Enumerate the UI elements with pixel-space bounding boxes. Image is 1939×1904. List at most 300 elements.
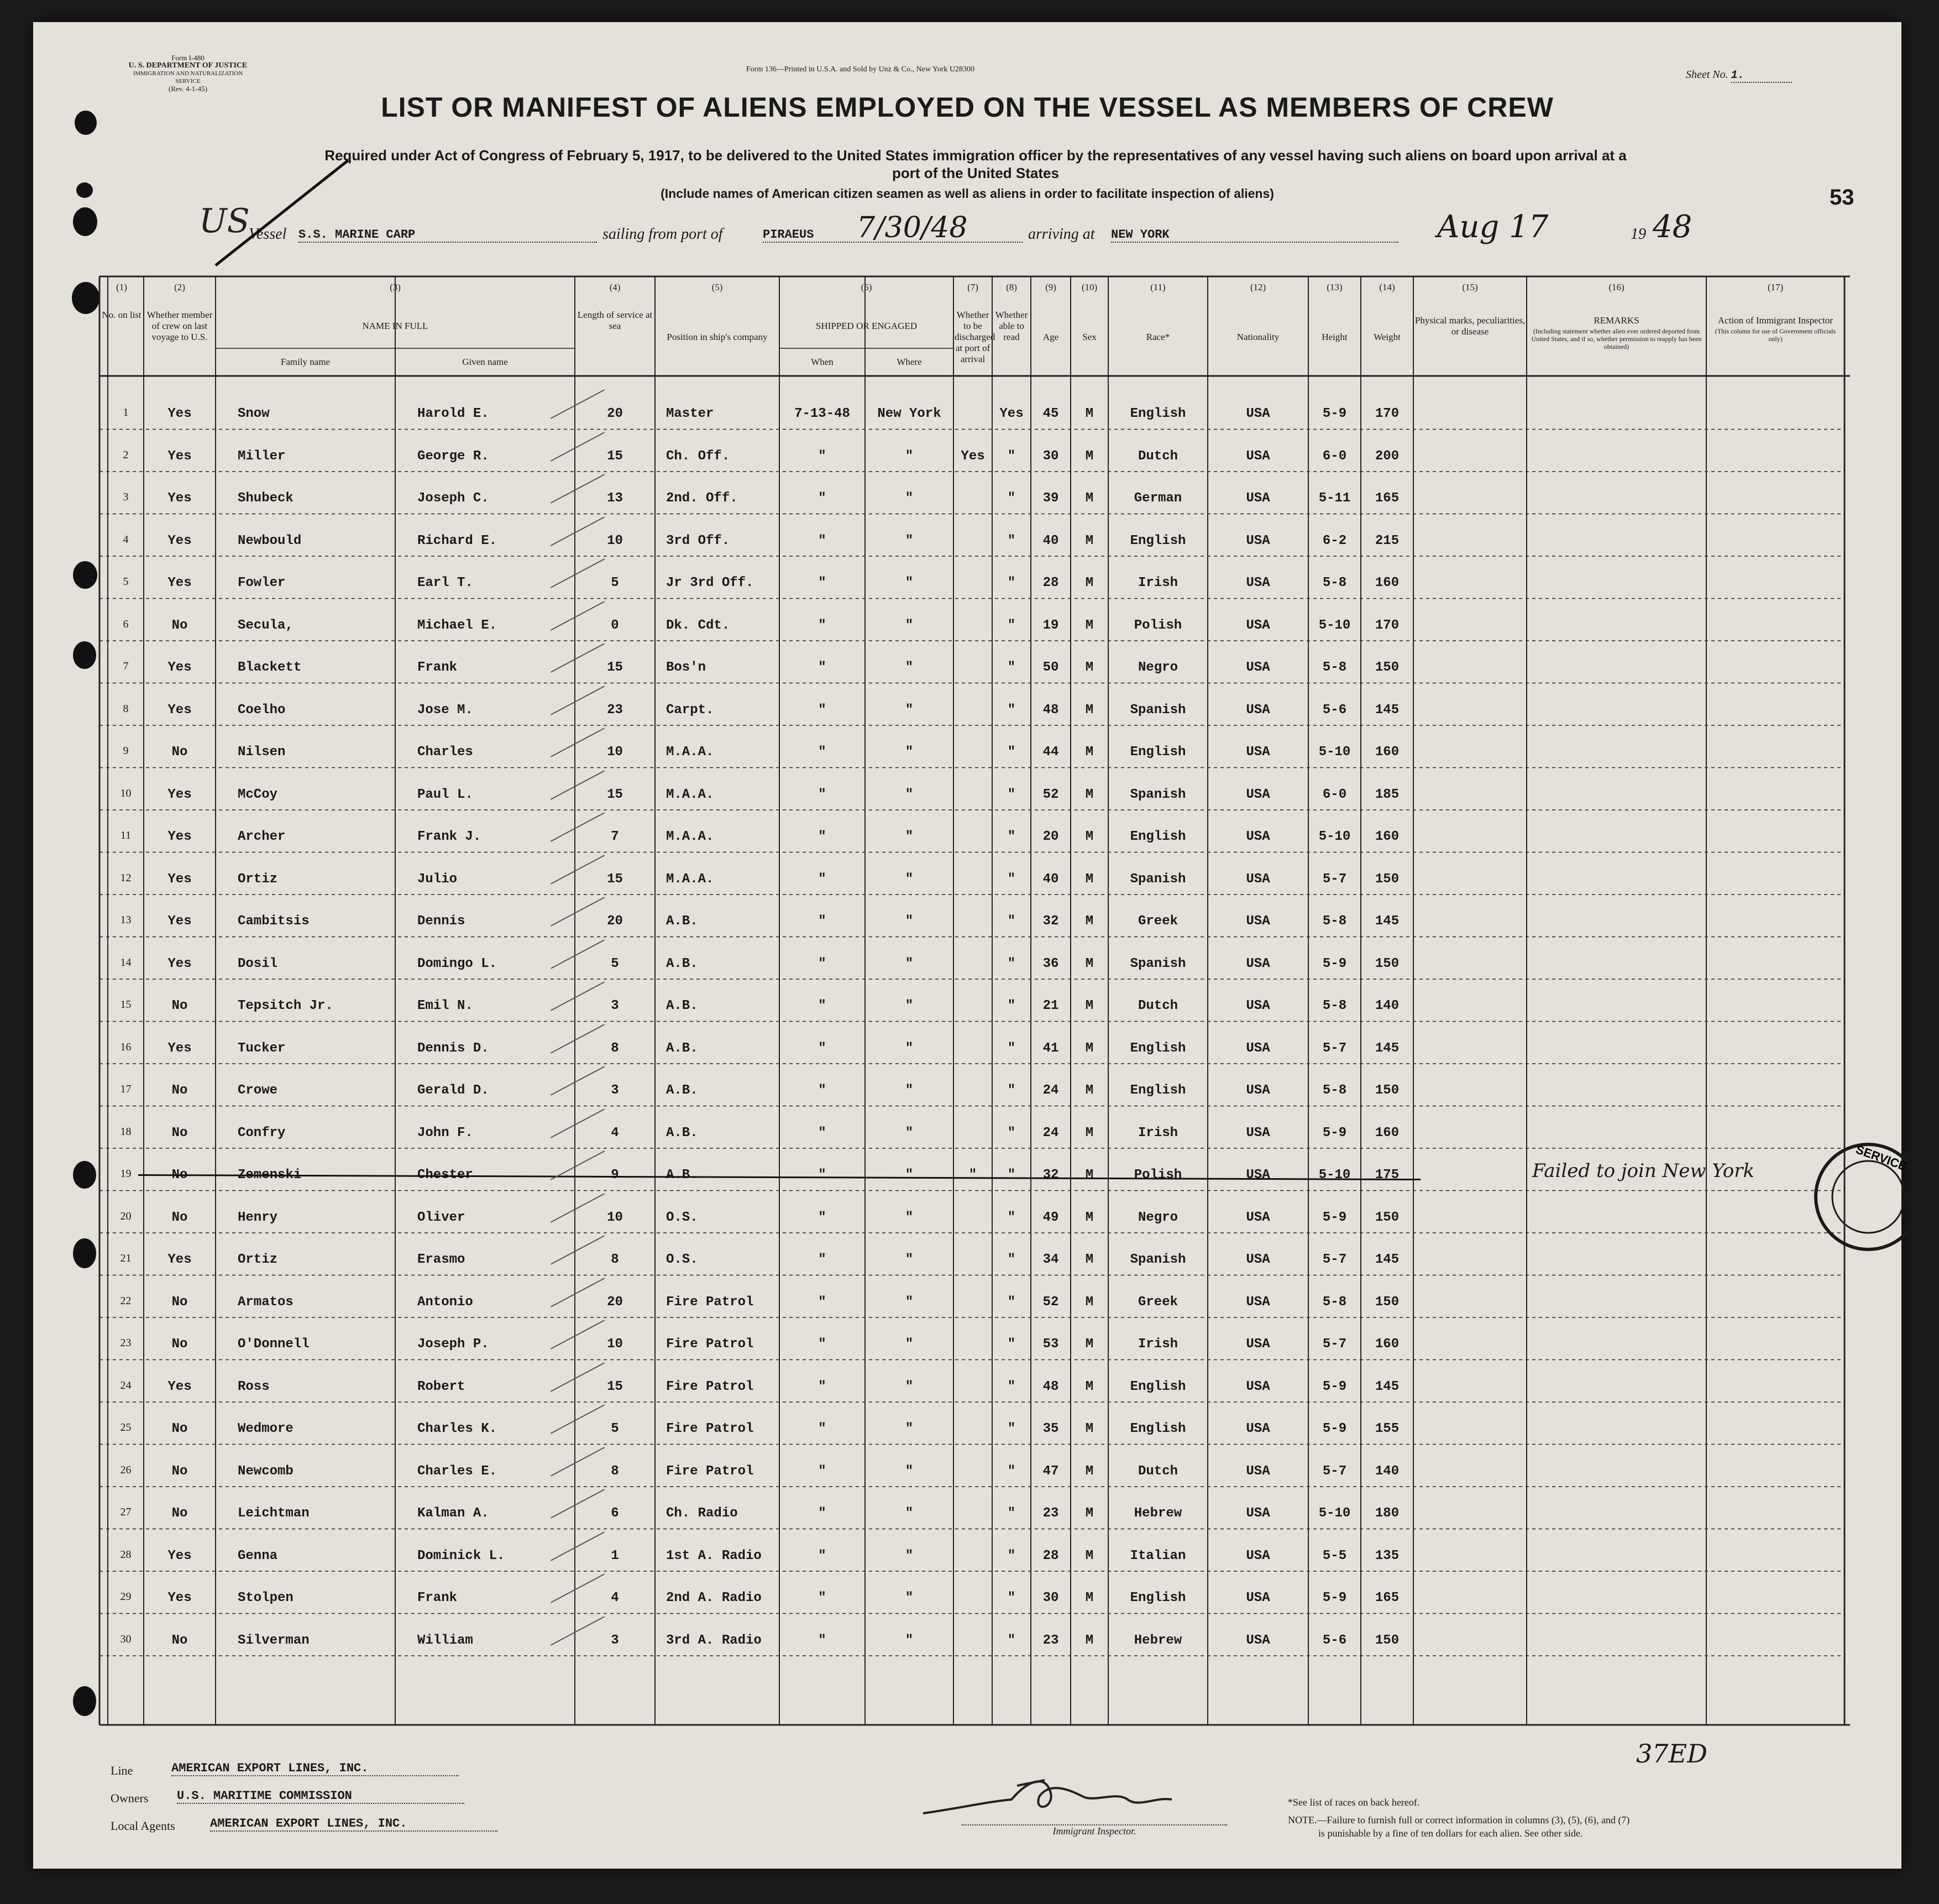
cell-when: " xyxy=(818,1506,826,1521)
cell-nat: USA xyxy=(1246,1633,1270,1648)
cell-no: 21 xyxy=(120,1252,132,1264)
cell-weight: 160 xyxy=(1375,576,1400,590)
cell-nat: USA xyxy=(1246,829,1270,844)
cell-age: 19 xyxy=(1042,618,1059,633)
cell-service: 0 xyxy=(611,618,619,633)
column-header-5: Position in ship's company xyxy=(667,332,768,342)
cell-height: 5-9 xyxy=(1322,1125,1347,1141)
cell-where: " xyxy=(905,1421,914,1436)
cell-nat: USA xyxy=(1246,1337,1270,1352)
cell-height: 5-11 xyxy=(1318,491,1351,506)
cell-prev: Yes xyxy=(167,406,192,421)
cell-family: Blackett xyxy=(238,660,302,675)
cell-sex: M xyxy=(1085,660,1094,675)
cell-when: " xyxy=(818,1040,826,1056)
cell-height: 5-10 xyxy=(1318,618,1351,633)
column-number: (8) xyxy=(1006,282,1017,292)
cell-prev: No xyxy=(171,1421,188,1436)
when-header: When xyxy=(811,357,834,367)
cell-height: 5-6 xyxy=(1322,702,1347,718)
cell-when: " xyxy=(818,576,826,590)
cell-remarks: Failed to join New York xyxy=(1532,1160,1755,1182)
cell-when: " xyxy=(818,660,826,675)
cell-height: 5-8 xyxy=(1322,1294,1347,1310)
cell-weight: 140 xyxy=(1375,1463,1400,1479)
column-header-14: Weight xyxy=(1374,332,1401,342)
cell-service: 20 xyxy=(607,1294,623,1310)
cell-position: A.B. xyxy=(666,956,698,971)
cell-family: Armatos xyxy=(238,1294,294,1310)
cell-no: 13 xyxy=(120,914,132,926)
cell-service: 10 xyxy=(607,1337,623,1352)
cell-when: " xyxy=(818,1463,826,1479)
cell-position: Dk. Cdt. xyxy=(666,618,730,633)
column-header-note-16: (Including statement whether alien ever ordered deported from United States, and if so, whether permission to reapply has been obtained) xyxy=(1531,327,1702,351)
cell-age: 32 xyxy=(1042,1168,1059,1183)
cell-no: 26 xyxy=(120,1463,132,1476)
cell-where: " xyxy=(905,1083,914,1098)
cell-where: " xyxy=(905,1633,914,1648)
cell-prev: Yes xyxy=(167,576,192,590)
cell-nat: USA xyxy=(1246,871,1270,887)
cell-family: Tepsitch Jr. xyxy=(238,998,333,1013)
cell-when: " xyxy=(818,956,826,971)
cell-nat: USA xyxy=(1246,998,1270,1013)
line-value: AMERICAN EXPORT LINES, INC. xyxy=(171,1761,459,1776)
column-header-3: NAME IN FULL xyxy=(362,321,428,331)
cell-given: Oliver xyxy=(417,1210,465,1225)
cell-service: 4 xyxy=(611,1591,619,1605)
cell-race: Negro xyxy=(1138,660,1178,675)
printer-line: Form 136—Printed in U.S.A. and Sold by Unz & Co., New York U28300 xyxy=(746,65,975,74)
cell-no: 19 xyxy=(120,1168,132,1180)
cell-no: 2 xyxy=(123,448,129,461)
where-header: Where xyxy=(897,357,922,367)
cell-height: 5-8 xyxy=(1322,660,1347,675)
cell-nat: USA xyxy=(1246,1125,1270,1141)
cell-service: 15 xyxy=(607,448,623,464)
cell-given: Charles K. xyxy=(417,1421,497,1436)
form-revision: (Rev. 4-1-45) xyxy=(169,85,207,93)
penalty-note-line-1: NOTE.—Failure to furnish full or correct information in columns (3), (5), (6), and (7) xyxy=(1288,1814,1630,1825)
cell-when: " xyxy=(818,1294,826,1310)
year-prefix: 19 xyxy=(1631,226,1646,243)
cell-given: Jose M. xyxy=(417,702,473,718)
cell-family: Newbould xyxy=(238,533,302,548)
cell-sex: M xyxy=(1085,1294,1094,1310)
cell-service: 8 xyxy=(611,1463,619,1479)
cell-family: Henry xyxy=(238,1210,278,1225)
cell-where: " xyxy=(905,914,914,929)
cell-nat: USA xyxy=(1246,787,1270,802)
cell-given: Dennis xyxy=(417,914,465,929)
cell-age: 48 xyxy=(1042,702,1059,718)
cell-no: 18 xyxy=(120,1125,132,1138)
column-number: (13) xyxy=(1327,282,1343,292)
cell-service: 1 xyxy=(611,1548,619,1563)
cell-age: 28 xyxy=(1042,1548,1059,1563)
cell-prev: Yes xyxy=(167,914,192,929)
cell-prev: Yes xyxy=(167,1548,192,1563)
column-header-note-17: (This column for use of Government officials only) xyxy=(1715,327,1836,343)
cell-sex: M xyxy=(1085,702,1094,718)
cell-race: English xyxy=(1130,1421,1186,1436)
cell-age: 50 xyxy=(1042,660,1059,675)
column-number: (9) xyxy=(1045,282,1056,292)
form-number: Form I-480 xyxy=(171,54,205,62)
cell-when: " xyxy=(818,1168,826,1183)
cell-race: Hebrew xyxy=(1134,1506,1182,1521)
cell-age: 49 xyxy=(1042,1210,1059,1225)
cell-weight: 200 xyxy=(1375,448,1400,464)
cell-height: 5-10 xyxy=(1318,1168,1351,1183)
cell-position: Jr 3rd Off. xyxy=(666,576,754,590)
port-from: PIRAEUS xyxy=(763,228,1023,243)
cell-weight: 150 xyxy=(1375,660,1400,675)
cell-read: " xyxy=(1007,1506,1016,1521)
column-header-15: Physical marks, peculiarities, or disease xyxy=(1414,315,1526,337)
owners-value: U.S. MARITIME COMMISSION xyxy=(177,1789,464,1804)
cell-sex: M xyxy=(1085,576,1094,590)
cell-read: " xyxy=(1007,914,1016,929)
cell-position: A.B. xyxy=(666,914,698,929)
cell-weight: 170 xyxy=(1375,618,1400,633)
cell-family: Ortiz xyxy=(238,1252,278,1267)
cell-weight: 150 xyxy=(1375,1210,1400,1225)
cell-when: " xyxy=(818,787,826,802)
cell-service: 13 xyxy=(607,491,623,506)
sheet-value: 1. xyxy=(1731,69,1792,83)
cell-position: A.B. xyxy=(666,998,698,1013)
cell-weight: 175 xyxy=(1375,1168,1400,1183)
cell-given: Joseph C. xyxy=(417,491,489,506)
service-name: IMMIGRATION AND NATURALIZATION SERVICE xyxy=(133,70,243,85)
cell-disch: " xyxy=(968,1168,977,1183)
cell-service: 3 xyxy=(611,1633,619,1648)
cell-given: Charles xyxy=(417,745,473,760)
cell-when: " xyxy=(818,871,826,887)
cell-weight: 185 xyxy=(1375,787,1400,802)
cell-where: " xyxy=(905,1337,914,1352)
cell-no: 3 xyxy=(123,491,129,503)
cell-service: 5 xyxy=(611,956,619,971)
cell-sex: M xyxy=(1085,491,1094,506)
cell-family: Secula, xyxy=(238,618,294,633)
cell-where: " xyxy=(905,1252,914,1267)
cell-height: 5-8 xyxy=(1322,998,1347,1013)
cell-position: Ch. Radio xyxy=(666,1506,738,1521)
cell-race: English xyxy=(1130,829,1186,844)
cell-no: 11 xyxy=(120,829,132,841)
arrival-date: Aug 17 xyxy=(1437,209,1549,245)
cell-prev: No xyxy=(171,1210,188,1225)
cell-where: " xyxy=(905,448,914,464)
cell-height: 5-9 xyxy=(1322,406,1347,421)
cell-height: 5-9 xyxy=(1322,956,1347,971)
penalty-note xyxy=(1288,1813,1629,1840)
cell-read: " xyxy=(1007,448,1016,464)
cell-where: " xyxy=(905,871,914,887)
cell-sex: M xyxy=(1085,787,1094,802)
cell-position: 2nd A. Radio xyxy=(666,1591,762,1605)
cell-weight: 180 xyxy=(1375,1506,1400,1521)
cell-read: " xyxy=(1007,533,1016,548)
cell-when: " xyxy=(818,1252,826,1267)
department-name: U. S. DEPARTMENT OF JUSTICE xyxy=(128,61,248,70)
cell-given: Emil N. xyxy=(417,998,473,1013)
cell-family: Cambitsis xyxy=(238,914,310,929)
cell-no: 28 xyxy=(120,1548,132,1561)
cell-prev: No xyxy=(171,1506,188,1521)
cell-sex: M xyxy=(1085,1337,1094,1352)
cell-sex: M xyxy=(1085,406,1094,421)
cell-prev: Yes xyxy=(167,1252,192,1267)
column-header-9: Age xyxy=(1042,332,1059,342)
cell-height: 6-0 xyxy=(1322,787,1347,802)
cell-no: 29 xyxy=(120,1591,132,1603)
cell-read: " xyxy=(1007,491,1016,506)
cell-weight: 155 xyxy=(1375,1421,1400,1436)
cell-sex: M xyxy=(1085,745,1094,760)
cell-position: Bos'n xyxy=(666,660,706,675)
cell-height: 5-8 xyxy=(1322,1083,1347,1098)
cell-nat: USA xyxy=(1246,533,1270,548)
cell-when: " xyxy=(818,491,826,506)
cell-prev: Yes xyxy=(167,660,192,675)
cell-given: Paul L. xyxy=(417,787,473,802)
cell-where: " xyxy=(905,1379,914,1394)
cell-age: 39 xyxy=(1042,491,1059,506)
cell-prev: Yes xyxy=(167,1379,192,1394)
cell-given: John F. xyxy=(417,1125,473,1141)
cell-where: " xyxy=(905,787,914,802)
cell-sex: M xyxy=(1085,1125,1094,1141)
cell-when: 7-13-48 xyxy=(794,406,850,421)
sheet-label: Sheet No. xyxy=(1686,69,1728,81)
cell-sex: M xyxy=(1085,914,1094,929)
cell-service: 15 xyxy=(607,1379,623,1394)
required-line-2: port of the United States xyxy=(892,165,1059,181)
column-header-13: Height xyxy=(1322,332,1348,342)
cell-nat: USA xyxy=(1246,1421,1270,1436)
inspector-line xyxy=(962,1824,1227,1837)
cell-disch: Yes xyxy=(961,448,985,464)
cell-nat: USA xyxy=(1246,702,1270,718)
cell-no: 6 xyxy=(123,618,129,630)
cell-family: Snow xyxy=(238,406,270,421)
cell-service: 8 xyxy=(611,1252,619,1267)
cell-nat: USA xyxy=(1246,956,1270,971)
cell-service: 6 xyxy=(611,1506,619,1521)
cell-position: 3rd Off. xyxy=(666,533,730,548)
cell-when: " xyxy=(818,829,826,844)
cell-race: English xyxy=(1130,533,1186,548)
cell-given: Frank J. xyxy=(417,829,481,844)
cell-when: " xyxy=(818,1633,826,1648)
cell-nat: USA xyxy=(1246,914,1270,929)
cell-weight: 150 xyxy=(1375,871,1400,887)
cell-when: " xyxy=(818,745,826,760)
cell-service: 15 xyxy=(607,660,623,675)
cell-no: 5 xyxy=(123,576,129,588)
cell-given: Robert xyxy=(417,1379,465,1394)
cell-prev: Yes xyxy=(167,871,192,887)
column-number: (12) xyxy=(1250,282,1266,292)
cell-weight: 150 xyxy=(1375,1294,1400,1310)
cell-family: Shubeck xyxy=(238,491,294,506)
column-header-8: Whether able to read xyxy=(995,310,1028,342)
cell-where: " xyxy=(905,576,914,590)
cell-position: Fire Patrol xyxy=(666,1421,754,1436)
cell-sex: M xyxy=(1085,1633,1094,1648)
cell-given: William xyxy=(417,1633,473,1648)
cell-where: " xyxy=(905,1040,914,1056)
column-header-16: REMARKS xyxy=(1594,315,1639,326)
cell-prev: No xyxy=(171,1463,188,1479)
column-number: (2) xyxy=(174,282,185,292)
column-number: (16) xyxy=(1608,282,1624,292)
cell-service: 15 xyxy=(607,787,623,802)
cell-position: Fire Patrol xyxy=(666,1337,754,1352)
cell-position: A.B. xyxy=(666,1083,698,1098)
cell-service: 4 xyxy=(611,1125,619,1141)
cell-age: 34 xyxy=(1042,1252,1059,1267)
cell-race: Hebrew xyxy=(1134,1633,1182,1648)
cell-race: Spanish xyxy=(1130,871,1186,887)
column-header-11: Race* xyxy=(1146,332,1170,342)
owners-label: Owners xyxy=(111,1791,149,1805)
column-header-4: Length of service at sea xyxy=(577,310,653,331)
cell-where: " xyxy=(905,1294,914,1310)
cell-no: 20 xyxy=(120,1210,132,1222)
cell-sex: M xyxy=(1085,1040,1094,1056)
cell-position: M.A.A. xyxy=(666,871,714,887)
cell-race: Dutch xyxy=(1138,448,1178,464)
cell-when: " xyxy=(818,702,826,718)
cell-no: 27 xyxy=(120,1506,132,1518)
cell-where: " xyxy=(905,491,914,506)
cell-race: Greek xyxy=(1138,914,1178,929)
cell-race: Irish xyxy=(1138,1125,1178,1141)
cell-family: Newcomb xyxy=(238,1463,294,1479)
cell-weight: 145 xyxy=(1375,1252,1400,1267)
year-handwritten: 48 xyxy=(1653,209,1692,245)
cell-no: 16 xyxy=(120,1040,132,1053)
cell-given: Joseph P. xyxy=(417,1337,489,1352)
cell-read: " xyxy=(1007,829,1016,844)
cell-family: Stolpen xyxy=(238,1591,294,1605)
cell-race: Irish xyxy=(1138,576,1178,590)
cell-height: 5-9 xyxy=(1322,1379,1347,1394)
column-number: (11) xyxy=(1150,282,1166,292)
cell-service: 7 xyxy=(611,829,619,844)
cell-family: Archer xyxy=(238,829,286,844)
cell-race: English xyxy=(1130,1379,1186,1394)
cell-weight: 145 xyxy=(1375,1379,1400,1394)
cell-when: " xyxy=(818,533,826,548)
cell-race: English xyxy=(1130,1083,1186,1098)
cell-position: 3rd A. Radio xyxy=(666,1633,762,1648)
cell-family: Tucker xyxy=(238,1040,286,1056)
cell-read: " xyxy=(1007,1379,1016,1394)
cell-read: " xyxy=(1007,618,1016,633)
cell-sex: M xyxy=(1085,1252,1094,1267)
cell-no: 25 xyxy=(120,1421,132,1434)
vessel-label: Vessel xyxy=(249,226,287,243)
cell-height: 5-9 xyxy=(1322,1421,1347,1436)
cell-age: 20 xyxy=(1042,829,1059,844)
cell-read: " xyxy=(1007,1591,1016,1605)
cell-height: 5-6 xyxy=(1322,1633,1347,1648)
cell-no: 23 xyxy=(120,1337,132,1349)
cell-no: 24 xyxy=(120,1379,132,1392)
cell-age: 30 xyxy=(1042,1591,1059,1605)
column-header-7: Whether to be discharged at port of arrival xyxy=(955,310,995,364)
cell-height: 5-9 xyxy=(1322,1210,1347,1225)
cell-read: " xyxy=(1007,1168,1016,1183)
cell-sex: M xyxy=(1085,1168,1094,1183)
cell-nat: USA xyxy=(1246,1463,1270,1479)
cell-age: 23 xyxy=(1042,1506,1059,1521)
cell-race: Polish xyxy=(1134,1168,1182,1183)
column-number: (5) xyxy=(711,282,723,292)
cell-family: Dosil xyxy=(238,956,278,971)
cell-family: Wedmore xyxy=(238,1421,294,1436)
cell-sex: M xyxy=(1085,871,1094,887)
cell-sex: M xyxy=(1085,1421,1094,1436)
cell-nat: USA xyxy=(1246,448,1270,464)
cell-when: " xyxy=(818,1591,826,1605)
cell-nat: USA xyxy=(1246,1083,1270,1098)
cell-height: 6-0 xyxy=(1322,448,1347,464)
cell-prev: Yes xyxy=(167,1040,192,1056)
line-label: Line xyxy=(111,1764,133,1777)
cell-where: " xyxy=(905,829,914,844)
cell-read: " xyxy=(1007,1337,1016,1352)
cell-read: " xyxy=(1007,1252,1016,1267)
cell-position: A.B. xyxy=(666,1168,698,1183)
cell-service: 20 xyxy=(607,406,623,421)
cell-race: Spanish xyxy=(1130,787,1186,802)
cell-read: " xyxy=(1007,660,1016,675)
column-number: (17) xyxy=(1767,282,1784,292)
cell-given: Dennis D. xyxy=(417,1040,489,1056)
cell-weight: 135 xyxy=(1375,1548,1400,1563)
cell-family: Nilsen xyxy=(238,745,286,760)
cell-weight: 170 xyxy=(1375,406,1400,421)
column-header-2: Whether member of crew on last voyage to U.S. xyxy=(146,310,213,342)
cell-height: 5-5 xyxy=(1322,1548,1347,1563)
cell-service: 8 xyxy=(611,1040,619,1056)
cell-where: " xyxy=(905,1506,914,1521)
cell-age: 32 xyxy=(1042,914,1059,929)
cell-weight: 140 xyxy=(1375,998,1400,1013)
penalty-note-line-2: is punishable by a fine of ten dollars for each alien. See other side. xyxy=(1318,1828,1583,1839)
cell-no: 22 xyxy=(120,1294,132,1307)
column-number: (3) xyxy=(390,282,401,292)
agents-field xyxy=(111,1817,407,1833)
cell-race: English xyxy=(1130,1040,1186,1056)
cell-position: A.B. xyxy=(666,1040,698,1056)
cell-nat: USA xyxy=(1246,1040,1270,1056)
cell-where: " xyxy=(905,1125,914,1141)
cell-read: " xyxy=(1007,1548,1016,1563)
cell-no: 7 xyxy=(123,660,129,672)
cell-family: Leichtman xyxy=(238,1506,310,1521)
cell-sex: M xyxy=(1085,1506,1094,1521)
cell-family: O'Donnell xyxy=(238,1337,310,1352)
cell-sex: M xyxy=(1085,1379,1094,1394)
